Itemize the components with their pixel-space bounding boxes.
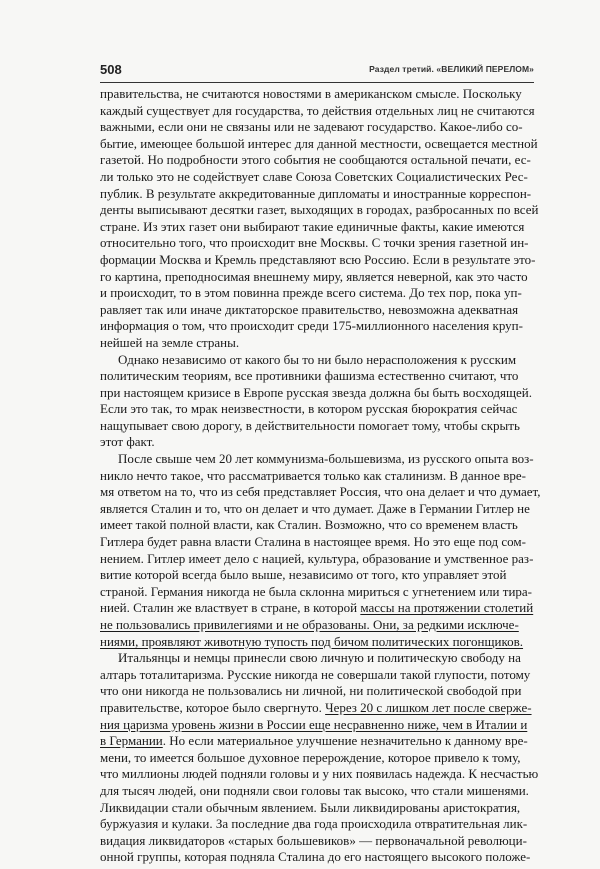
text-segment: онной группы, которая подняла Сталина до его настоящего высокого положе- [100, 849, 531, 865]
text-line [100, 800, 546, 817]
text-line [100, 501, 546, 518]
text-segment: нащупывает свою дорогу, в действительности помогает тому, чтобы скрыть [100, 417, 520, 433]
text-segment: бытие, имеющее большой интерес для данной местности, освещается местной [100, 135, 538, 151]
text-line [100, 750, 546, 767]
text-line [100, 252, 546, 269]
text-line [100, 468, 546, 485]
text-line [100, 86, 546, 103]
text-segment: публик. В результате аккредитованные дипломаты и иностранные корреспон- [100, 185, 532, 201]
text-line [100, 650, 546, 667]
text-line [100, 617, 546, 634]
text-segment: формации Москва и Кремль представляют всю Россию. Если в результате это- [100, 251, 536, 267]
text-line [100, 318, 546, 335]
text-segment: каждый существует для государства, то действия отдельных лиц не считаются [100, 102, 535, 118]
text-line [100, 683, 546, 700]
text-segment: и происходит, то в этом повинна прежде всего система. До тех пор, пока уп- [100, 285, 522, 301]
text-segment: относительно того, что происходит вне Москвы. С точки зрения газетной ин- [100, 235, 529, 251]
text-line [100, 700, 546, 717]
text-line [100, 269, 546, 286]
text-line [100, 352, 546, 369]
text-segment: ли только это не содействует славе Союза Советских Социалистических Рес- [100, 168, 528, 184]
underlined-text: ниями, проявляют животную тупость под бичом политических погонщиков. [100, 633, 524, 649]
text-segment: го картина, преподносимая внешнему миру, является неверной, как это часто [100, 268, 528, 284]
text-segment: является Сталин и то, что он делает и что думает. Даже в Германии Гитлер не [100, 500, 530, 516]
text-segment: мени, то имеется большое духовное перерождение, которое привело к тому, [100, 749, 521, 765]
text-line [100, 302, 546, 319]
text-line [100, 152, 546, 169]
text-line [100, 219, 546, 236]
text-line [100, 534, 546, 551]
text-line [100, 434, 546, 451]
text-segment: витие которой всегда было выше, независимо от того, кто управляет этой [100, 567, 507, 583]
text-segment: важными, если они не связаны или не задевают государство. Какое-либо со- [100, 119, 523, 135]
text-line [100, 584, 546, 601]
text-segment: стране. Из этих газет они выбирают такие единичные факты, какие имеются [100, 218, 525, 234]
text-line [100, 783, 546, 800]
text-segment: нейшей на земле страны. [100, 334, 240, 350]
underlined-text: в Германии [100, 733, 163, 749]
text-line [100, 202, 546, 219]
text-segment: газетой. Но подробности этого события не сообщаются остальной печати, ес- [100, 152, 531, 168]
text-segment: видация ликвидаторов «старых большевиков» — первоначальной революци- [100, 832, 527, 848]
page-number: 508 [100, 62, 122, 77]
text-line [100, 335, 546, 352]
text-line [100, 766, 546, 783]
text-segment: для тысяч людей, они подняли свои головы так высоко, что стали мишенями. [100, 782, 529, 798]
text-segment: что они никогда не пользовались ни личной, ни политической свободой при [100, 683, 522, 699]
text-line [100, 368, 546, 385]
text-segment: страной. Германия никогда не была склонна мириться с угнетением или тира- [100, 583, 533, 599]
underlined-text: массы на протяжении столетий [360, 600, 534, 616]
text-line [100, 451, 546, 468]
text-line [100, 551, 546, 568]
underlined-text: Через 20 с лишком лет после сверже- [325, 699, 532, 715]
text-segment: правительстве, которое было свергнуто. [100, 699, 326, 715]
header-rule [100, 82, 534, 83]
text-line [100, 517, 546, 534]
text-segment: алтарь тоталитаризма. Русские никогда не совершали такой глупости, потому [100, 666, 531, 682]
page-header [100, 62, 534, 80]
text-segment: денты выписывают десятки газет, выходящих в городах, разбросанных по всей [100, 202, 539, 218]
text-line [100, 418, 546, 435]
text-segment: при настоящем кризисе в Европе русская звезда должна бы быть восходящей. [100, 384, 532, 400]
text-segment: Итальянцы и немцы принесли свою личную и политическую свободу на [118, 650, 521, 666]
text-segment: нением. Гитлер имеет дело с нацией, культура, образование и умственное раз- [100, 550, 534, 566]
text-line [100, 401, 546, 418]
text-segment: имеет такой полной власти, как Сталин. Возможно, что со временем власть [100, 517, 518, 533]
text-line [100, 285, 546, 302]
text-line [100, 484, 546, 501]
text-line [100, 849, 546, 866]
text-line [100, 169, 546, 186]
text-segment: Однако независимо от какого бы то ни было нерасположения к русским [118, 351, 517, 367]
text-segment: нией. Сталин же властвует в стране, в которой [100, 600, 361, 616]
text-line [100, 136, 546, 153]
text-segment: политическим теориям, все противники фашизма естественно считают, что [100, 368, 519, 384]
text-line [100, 385, 546, 402]
text-segment: мя ответом на то, что из себя представляет Россия, что она делает и что думает, [100, 484, 541, 500]
text-segment: Гитлера будет равна власти Сталина в настоящее время. Но это еще под сом- [100, 534, 526, 550]
text-segment: правительства, не считаются новостями в американском смысле. Поскольку [100, 86, 522, 101]
text-line [100, 667, 546, 684]
text-segment: После свыше чем 20 лет коммунизма-большевизма, из русского опыта воз- [118, 451, 534, 467]
text-line [100, 567, 546, 584]
running-head: Раздел третий. «ВЕЛИКИЙ ПЕРЕЛОМ» [369, 64, 534, 74]
text-line [100, 816, 546, 833]
text-segment: . Но если материальное улучшение незначительно к данному вре- [162, 733, 528, 749]
text-segment: никло нечто такое, что рассматривается только как сталинизм. В данное вре- [100, 467, 526, 483]
text-segment: что миллионы людей подняли головы и у них появилась надежда. К несчастью [100, 766, 539, 782]
text-line [100, 235, 546, 252]
text-segment: Ликвидации стали обычным явлением. Были ликвидированы аристократия, [100, 799, 521, 815]
text-segment: буржуазия и кулаки. За последние два года происходила отвратительная лик- [100, 816, 528, 832]
text-line [100, 600, 546, 617]
text-line [100, 103, 546, 120]
text-line [100, 833, 546, 850]
text-line [100, 733, 546, 750]
underlined-text: ния царизма уровень жизни в России еще несравненно ниже, чем в Италии и [100, 716, 528, 732]
text-line [100, 186, 546, 203]
text-segment: информация о том, что происходит среди 175-миллионного населения круп- [100, 318, 523, 334]
text-line [100, 119, 546, 136]
text-segment: Если это так, то мрак неизвестности, в котором русская бюрократия сейчас [100, 401, 518, 417]
text-segment: этот факт. [100, 434, 155, 450]
text-line [100, 717, 546, 734]
text-line [100, 634, 546, 651]
underlined-text: не пользовались привилегиями и не образованы. Они, за редкими исключе- [100, 617, 519, 632]
body-text [100, 86, 546, 866]
text-segment: равляет так или иначе диктаторское правительство, невозможна адекватная [100, 301, 519, 317]
